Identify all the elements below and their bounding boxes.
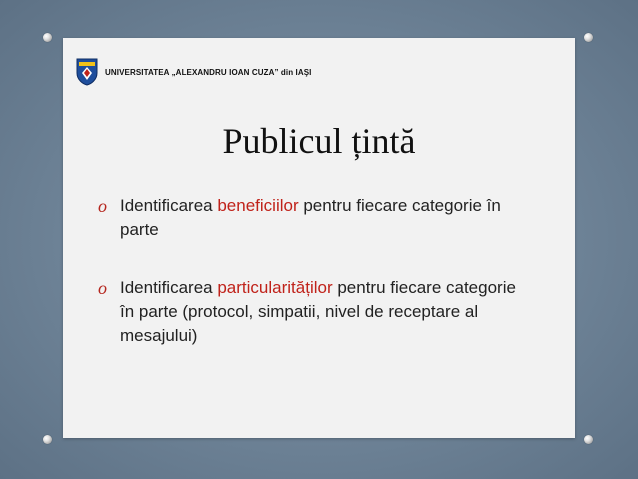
slide-title: Publicul țintă <box>222 121 416 161</box>
bullet-text-prefix: Identificarea <box>120 196 218 215</box>
bullet-text-prefix: Identificarea <box>120 278 218 297</box>
bullet-text-suffix: pentru fiecare categorie în parte <box>120 196 501 239</box>
bullet-marker: o <box>98 196 107 216</box>
university-crest-icon <box>76 58 98 86</box>
university-header <box>76 57 311 87</box>
institution-name: UNIVERSITATEA „ALEXANDRU IOAN CUZA” din IAŞI <box>105 67 312 77</box>
bullet-marker: o <box>98 278 107 298</box>
pushpin-icon <box>584 435 593 444</box>
bullet-item <box>98 276 518 348</box>
pushpin-icon <box>43 33 52 42</box>
bullet-highlight: particularităților <box>217 278 333 297</box>
bullet-list <box>98 194 518 348</box>
bullet-highlight: beneficiilor <box>217 196 299 215</box>
pushpin-icon <box>43 435 52 444</box>
bullet-text-suffix: pentru fiecare categorie în parte (protocol, simpatii, nivel de receptare al mesajului) <box>120 278 516 345</box>
bullet-item <box>98 194 518 242</box>
pushpin-icon <box>584 33 593 42</box>
